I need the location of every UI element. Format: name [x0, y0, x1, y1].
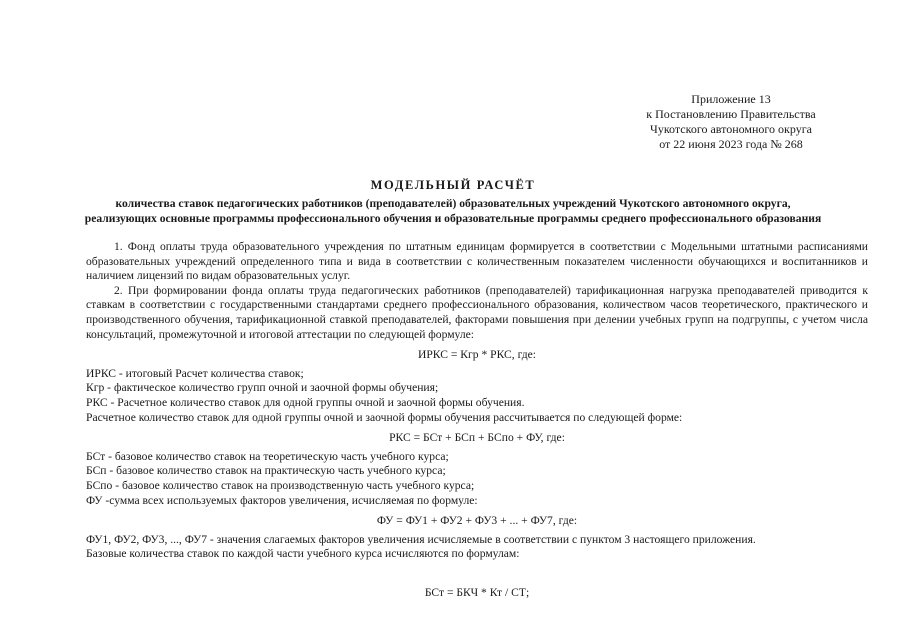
appendix-resolution: к Постановлению Правительства — [646, 107, 816, 121]
definition-line: Кгр - фактическое количество групп очной и заочной формы обучения; — [86, 381, 439, 395]
formula-bst: БСт = БКЧ * Кт / СТ; — [424, 585, 530, 599]
appendix-header — [596, 92, 866, 152]
formula-irks: ИРКС = Кгр * РКС, где: — [417, 348, 537, 362]
definition-line: БСт - базовое количество ставок на теоретическую часть учебного курса; — [86, 449, 449, 463]
definition-line: Базовые количества ставок по каждой части учебного курса исчисляются по формулам: — [86, 547, 520, 561]
appendix-number: Приложение 13 — [691, 92, 771, 106]
paragraph-2: 2. При формировании фонда оплаты труда педагогических работников (преподавателей) тарификационная нагрузка преподавателей приводится к ставкам в соответствии с государственными стандартами среднего профессионального образования, количеством часов теоретического, практического и производственного обучения, тарификационной ставкой преподавателей, факторами повышения при делении учебных групп на подгруппы, с учетом числа консультаций, промежуточной и итоговой аттестации по следующей формуле: — [86, 283, 868, 341]
definition-line: Расчетное количество ставок для одной группы очной и заочной формы обучения рассчитывается по следующей форме: — [86, 410, 683, 424]
definition-line: БСп - базовое количество ставок на практическую часть учебного курса; — [86, 464, 446, 478]
appendix-region: Чукотского автономного округа — [650, 122, 812, 136]
document-subtitle — [40, 196, 866, 226]
definition-line: ФУ1, ФУ2, ФУ3, ..., ФУ7 - значения слагаемых факторов увеличения исчисляемые в соответствии с пунктом 3 настоящего приложения. — [86, 532, 756, 546]
definition-line: ИРКС - итоговый Расчет количества ставок; — [86, 366, 304, 380]
definition-line: БСпо - базовое количество ставок на производственную часть учебного курса; — [86, 478, 475, 492]
definition-line: РКС - Расчетное количество ставок для одной группы очной и заочной формы обучения. — [86, 395, 525, 409]
appendix-date: от 22 июня 2023 года № 268 — [659, 137, 803, 151]
formula-rks: РКС = БСт + БСп + БСпо + ФУ, где: — [389, 431, 565, 445]
subtitle-line-2: реализующих основные программы профессионального обучения и образовательные программы среднего профессионального образования — [84, 212, 822, 225]
document-title: МОДЕЛЬНЫЙ РАСЧЁТ — [370, 178, 536, 192]
definition-line: ФУ -сумма всех используемых факторов увеличения, исчисляемая по формуле: — [86, 493, 478, 507]
paragraph-1: 1. Фонд оплаты труда образовательного учреждения по штатным единицам формируется в соответствии с Модельными штатными расписаниями образовательных учреждений определенного типа и вида в соответствии с количественным показателем численности обучающихся и воспитанников и наличием лицензий по видам образовательных услуг. — [86, 240, 868, 283]
subtitle-line-1: количества ставок педагогических работников (преподавателей) образовательных учреждений Чукотского автономного округа, — [115, 197, 791, 210]
formula-fu: ФУ = ФУ1 + ФУ2 + ФУ3 + ... + ФУ7, где: — [376, 514, 578, 528]
document-body — [86, 240, 868, 604]
